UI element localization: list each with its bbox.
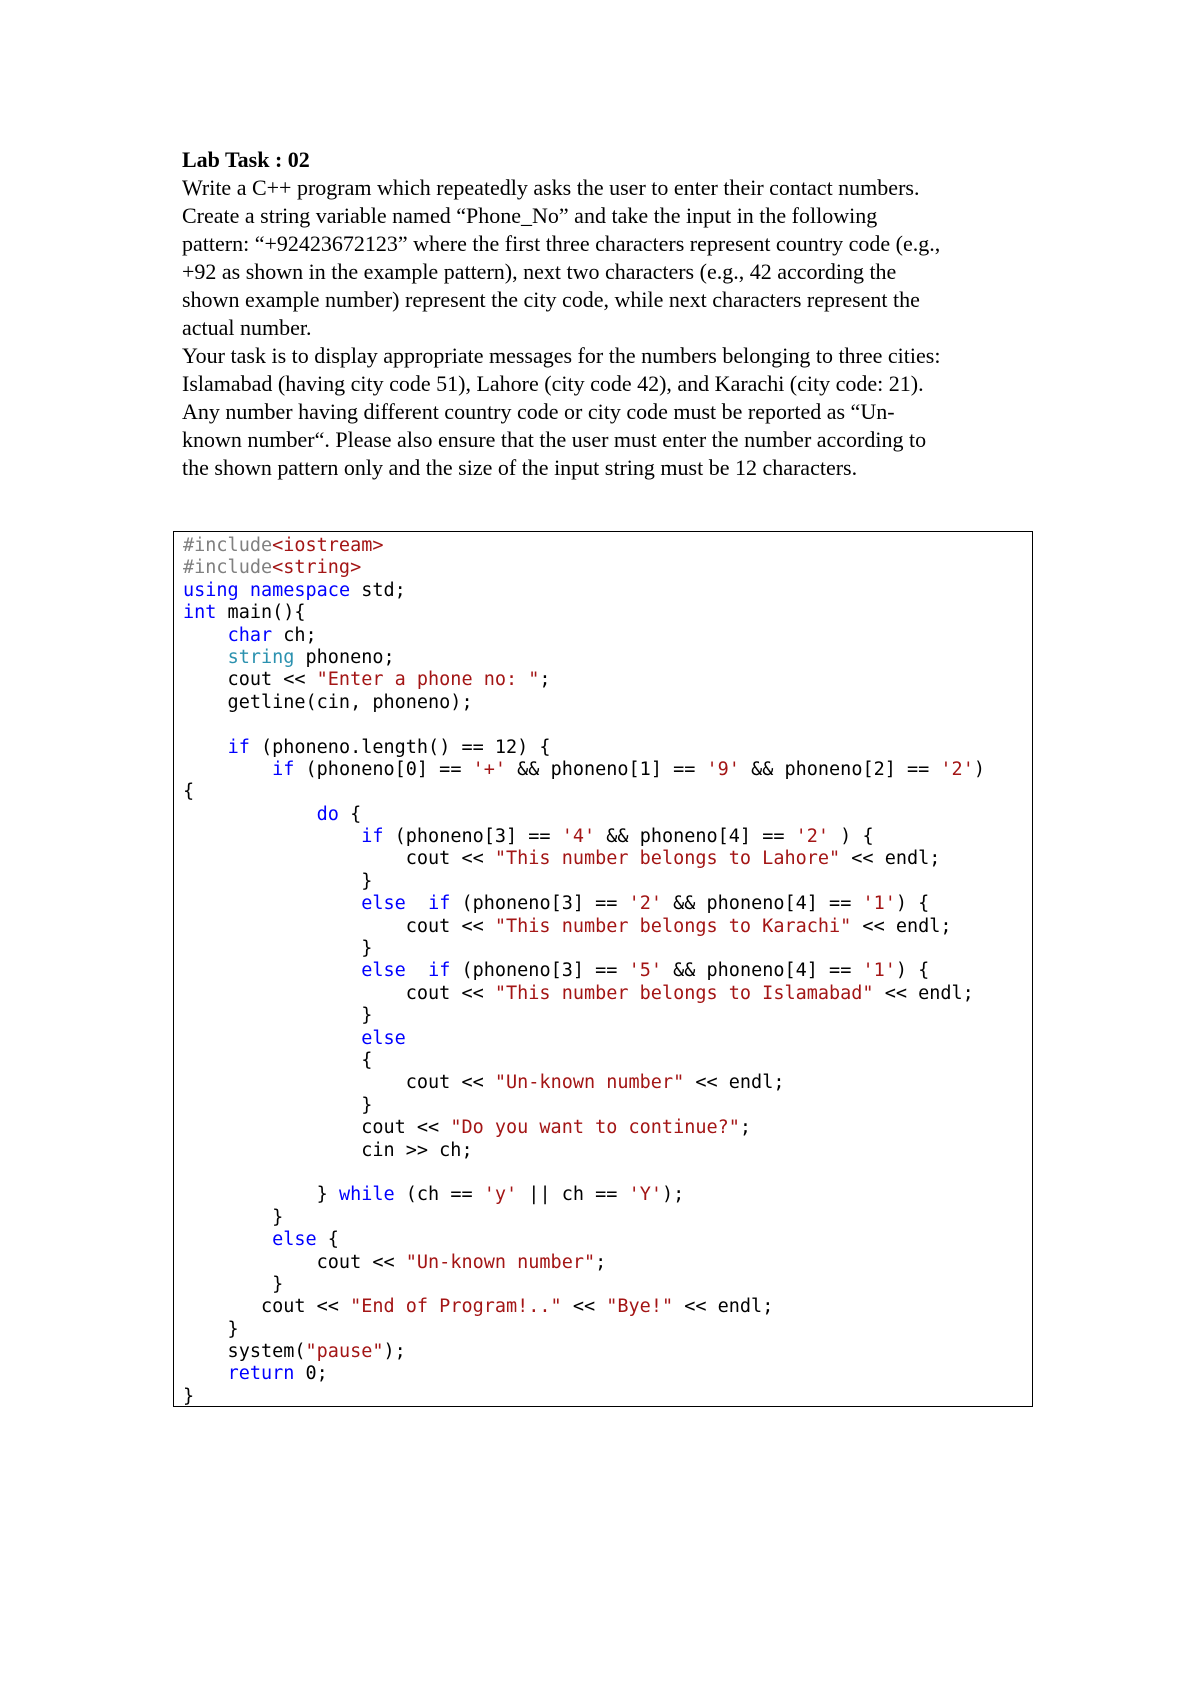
code-text: || ch == xyxy=(517,1184,629,1206)
code-line xyxy=(183,960,1032,982)
code-line xyxy=(183,647,1032,669)
code-preprocessor: #include xyxy=(183,557,273,579)
code-text: ; xyxy=(539,669,551,691)
code-line xyxy=(183,1341,1032,1363)
code-keyword: int xyxy=(183,602,217,624)
code-type: string xyxy=(227,646,295,668)
code-text: } xyxy=(183,1206,284,1228)
code-listing xyxy=(173,531,1033,1407)
code-string-literal: <string> xyxy=(272,557,362,579)
task-line: the shown pattern only and the size of the input string must be 12 characters. xyxy=(182,455,858,480)
code-text: cout << xyxy=(183,915,495,937)
code-line xyxy=(183,804,1032,826)
code-line xyxy=(183,1229,1032,1251)
code-line xyxy=(183,1028,1032,1050)
code-text: } xyxy=(183,870,373,892)
code-text: ) { xyxy=(895,893,930,915)
code-text: } xyxy=(183,1005,373,1027)
code-string-literal: <iostream> xyxy=(272,535,384,556)
code-text xyxy=(183,1028,361,1049)
code-keyword: char xyxy=(227,624,273,646)
code-text: std; xyxy=(350,579,406,601)
code-text: ch; xyxy=(272,624,317,646)
code-text: cout << xyxy=(183,982,495,1004)
code-string-literal: "pause" xyxy=(305,1341,384,1363)
code-string-literal: "Do you want to continue?" xyxy=(450,1117,740,1139)
task-line: pattern: “+92423672123” where the first three characters represent country code (e.g., xyxy=(182,231,941,256)
code-string-literal: 'Y' xyxy=(628,1184,662,1206)
code-text: (phoneno[3] == xyxy=(450,960,629,982)
code-line xyxy=(183,1207,1032,1229)
code-text: cout << xyxy=(183,1251,406,1273)
task-title: Lab Task : 02 xyxy=(182,147,310,172)
code-text: } xyxy=(183,938,373,960)
code-text: { xyxy=(316,1229,339,1251)
code-text: } xyxy=(183,1318,239,1340)
task-line: Write a C++ program which repeatedly asks the user to enter their contact numbers. xyxy=(182,175,920,200)
code-text: { xyxy=(338,803,362,825)
code-keyword: if xyxy=(227,736,250,758)
code-text: 0; xyxy=(294,1363,328,1385)
code-line xyxy=(183,1252,1032,1274)
code-string-literal: 'y' xyxy=(483,1184,518,1206)
code-text xyxy=(183,759,272,780)
code-line xyxy=(183,1140,1032,1162)
code-text: cout << xyxy=(183,1117,451,1139)
code-keyword: else xyxy=(361,893,406,915)
code-string-literal: '9' xyxy=(706,758,740,780)
code-text: ); xyxy=(383,1341,406,1363)
code-line xyxy=(183,737,1032,759)
code-string-literal: "Enter a phone no: " xyxy=(316,669,540,691)
code-text: ) xyxy=(973,758,985,780)
task-line: +92 as shown in the example pattern), next two characters (e.g., 42 according the xyxy=(182,259,897,284)
task-line: actual number. xyxy=(182,315,312,340)
code-line xyxy=(183,781,1032,803)
code-string-literal: "This number belongs to Islamabad" xyxy=(494,982,874,1004)
code-line xyxy=(183,602,1032,624)
task-line: shown example number) represent the city code, while next characters represent the xyxy=(182,287,920,312)
code-text: (phoneno[3] == xyxy=(450,893,629,915)
code-text: cout << xyxy=(183,669,317,691)
code-string-literal: '1' xyxy=(862,893,896,915)
code-text: } xyxy=(183,1273,284,1295)
code-line xyxy=(183,669,1032,691)
code-line xyxy=(183,983,1032,1005)
code-text: cout << xyxy=(183,848,495,870)
code-line xyxy=(183,1095,1032,1117)
code-line xyxy=(183,916,1032,938)
code-text: ; xyxy=(595,1251,607,1273)
code-line xyxy=(183,938,1032,960)
code-text xyxy=(183,1363,228,1384)
code-string-literal: '4' xyxy=(561,826,596,848)
code-text: (phoneno[3] == xyxy=(383,826,562,848)
code-text: && phoneno[1] == xyxy=(506,758,707,780)
code-line xyxy=(183,759,1032,781)
code-text xyxy=(183,893,361,914)
code-text: } xyxy=(183,1094,373,1116)
code-line xyxy=(183,893,1032,915)
code-text: { xyxy=(183,1049,373,1071)
task-line: known number“. Please also ensure that the user must enter the number according to xyxy=(182,427,927,452)
code-keyword: else xyxy=(361,1027,406,1049)
code-line xyxy=(183,580,1032,602)
code-text: } xyxy=(183,1184,339,1206)
code-text: << endl; xyxy=(873,982,974,1004)
code-text: << endl; xyxy=(684,1072,785,1094)
code-string-literal: "This number belongs to Karachi" xyxy=(494,915,852,937)
code-string-literal: '2' xyxy=(795,826,830,848)
code-string-literal: '2' xyxy=(940,758,974,780)
code-text: << endl; xyxy=(673,1296,774,1318)
code-text xyxy=(183,804,317,825)
code-text xyxy=(183,960,361,981)
code-line xyxy=(183,1386,1032,1408)
code-line xyxy=(183,1319,1032,1341)
code-string-literal: '2' xyxy=(628,893,662,915)
code-keyword: using xyxy=(183,579,239,601)
code-line xyxy=(183,848,1032,870)
code-keyword: while xyxy=(338,1184,395,1206)
code-line xyxy=(183,1162,1032,1184)
code-line xyxy=(183,1363,1032,1385)
task-line: Your task is to display appropriate messages for the numbers belonging to three cities: xyxy=(182,343,941,368)
code-text xyxy=(183,625,228,646)
code-text: getline(cin, phoneno); xyxy=(183,691,473,713)
code-line xyxy=(183,1274,1032,1296)
code-text: ) { xyxy=(895,960,930,982)
code-string-literal: '1' xyxy=(862,960,896,982)
code-line xyxy=(183,1117,1032,1139)
code-line xyxy=(183,1050,1032,1072)
code-text: && phoneno[4] == xyxy=(661,893,863,915)
code-line xyxy=(183,714,1032,736)
code-string-literal: "Un-known number" xyxy=(494,1072,685,1094)
code-line xyxy=(183,535,1032,557)
code-text: << endl; xyxy=(851,915,952,937)
task-line: Create a string variable named “Phone_No” and take the input in the following xyxy=(182,203,878,228)
task-description xyxy=(182,146,1042,482)
code-string-literal: '5' xyxy=(628,960,662,982)
code-line xyxy=(183,557,1032,579)
code-text xyxy=(183,1229,272,1250)
code-text: ); xyxy=(661,1184,685,1206)
code-line xyxy=(183,1005,1032,1027)
code-text: phoneno; xyxy=(294,646,395,668)
code-text xyxy=(239,580,250,601)
code-string-literal: "Bye!" xyxy=(606,1296,674,1318)
code-text xyxy=(406,960,428,981)
code-string-literal: '+' xyxy=(472,758,507,780)
code-text: cin >> ch; xyxy=(183,1139,473,1161)
code-keyword: else xyxy=(361,960,406,982)
code-text: && phoneno[2] == xyxy=(739,758,941,780)
code-line xyxy=(183,1184,1032,1206)
code-string-literal: "This number belongs to Lahore" xyxy=(494,848,841,870)
code-line xyxy=(183,871,1032,893)
code-text xyxy=(183,737,228,758)
code-preprocessor: #include xyxy=(183,535,273,556)
task-line: Any number having different country code or city code must be reported as “Un- xyxy=(182,399,895,424)
code-keyword: namespace xyxy=(249,579,351,601)
code-text xyxy=(183,647,228,668)
code-text: { xyxy=(183,781,195,803)
code-keyword: return xyxy=(227,1363,295,1385)
code-text: (ch == xyxy=(394,1184,484,1206)
code-line xyxy=(183,1072,1032,1094)
code-text: cout << xyxy=(183,1296,351,1318)
code-text xyxy=(406,893,428,914)
code-text: ; xyxy=(739,1117,752,1139)
code-keyword: if xyxy=(428,960,451,982)
code-text xyxy=(183,826,361,847)
code-keyword: if xyxy=(428,893,451,915)
code-keyword: do xyxy=(316,803,339,825)
code-text: << endl; xyxy=(840,848,941,870)
code-keyword: if xyxy=(272,758,295,780)
code-text: system( xyxy=(183,1341,306,1363)
code-string-literal: "End of Program!.." xyxy=(350,1296,562,1318)
code-text: && phoneno[4] == xyxy=(661,960,863,982)
code-text: main(){ xyxy=(216,602,306,624)
code-text: ) { xyxy=(829,826,874,848)
code-keyword: if xyxy=(361,826,384,848)
code-line xyxy=(183,625,1032,647)
code-line xyxy=(183,692,1032,714)
code-text: cout << xyxy=(183,1072,495,1094)
task-line: Islamabad (having city code 51), Lahore (city code 42), and Karachi (city code: 21). xyxy=(182,371,924,396)
code-text: << xyxy=(561,1296,607,1318)
code-string-literal: "Un-known number" xyxy=(405,1251,596,1273)
code-text: } xyxy=(183,1385,195,1407)
code-text: (phoneno[0] == xyxy=(294,758,473,780)
code-line xyxy=(183,1296,1032,1318)
code-text: (phoneno.length() == 12) { xyxy=(249,736,551,758)
code-text: && phoneno[4] == xyxy=(595,826,796,848)
code-line xyxy=(183,826,1032,848)
code-keyword: else xyxy=(272,1229,317,1251)
